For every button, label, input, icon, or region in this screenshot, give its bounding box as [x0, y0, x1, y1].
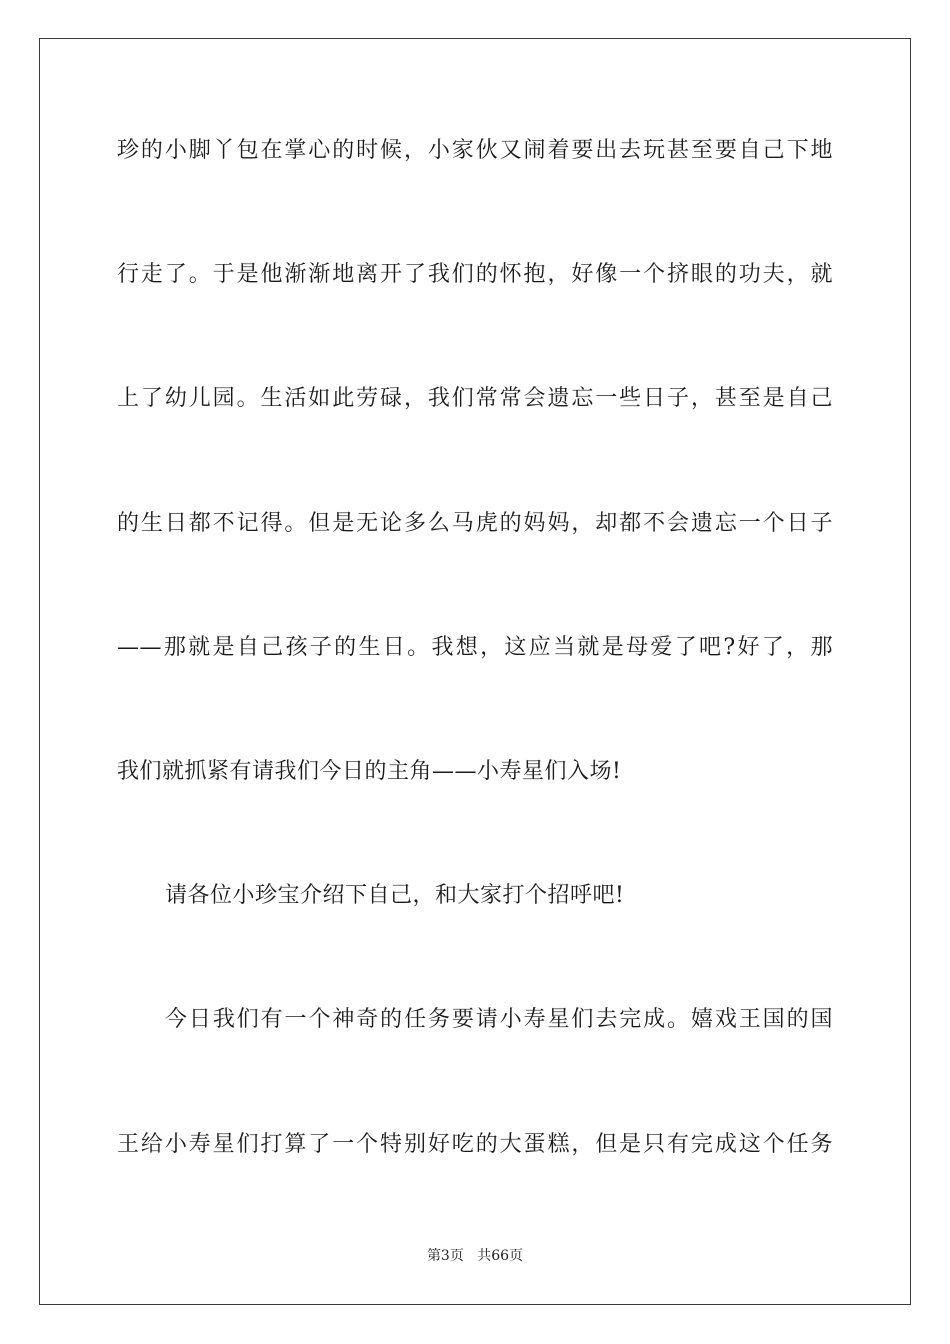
text-line-6: 我们就抓紧有请我们今日的主角——小寿星们入场!: [117, 759, 622, 784]
text-line-5: ——那就是自己孩子的生日。我想，这应当就是母爱了吧?好了，那: [117, 635, 833, 660]
text-line-7: 请各位小珍宝介绍下自己，和大家打个招呼吧!: [165, 883, 625, 908]
text-line-2: 行走了。于是他渐渐地离开了我们的怀抱，好像一个挤眼的功夫，就: [117, 262, 833, 287]
page-total: 共66页: [477, 1248, 524, 1264]
page-border: [39, 38, 911, 1305]
text-line-8: 今日我们有一个神奇的任务要请小寿星们去完成。嬉戏王国的国: [165, 1007, 833, 1032]
text-line-1: 珍的小脚丫包在掌心的时候，小家伙又闹着要出去玩甚至要自己下地: [117, 138, 833, 163]
text-line-4: 的生日都不记得。但是无论多么马虎的妈妈，却都不会遗忘一个日子: [117, 511, 833, 536]
text-line-3: 上了幼儿园。生活如此劳碌，我们常常会遗忘一些日子，甚至是自己: [117, 386, 833, 411]
page-number: 第3页: [426, 1248, 464, 1264]
page-footer: [0, 1246, 950, 1266]
text-line-9: 王给小寿星们打算了一个特别好吃的大蛋糕，但是只有完成这个任务: [117, 1132, 833, 1157]
